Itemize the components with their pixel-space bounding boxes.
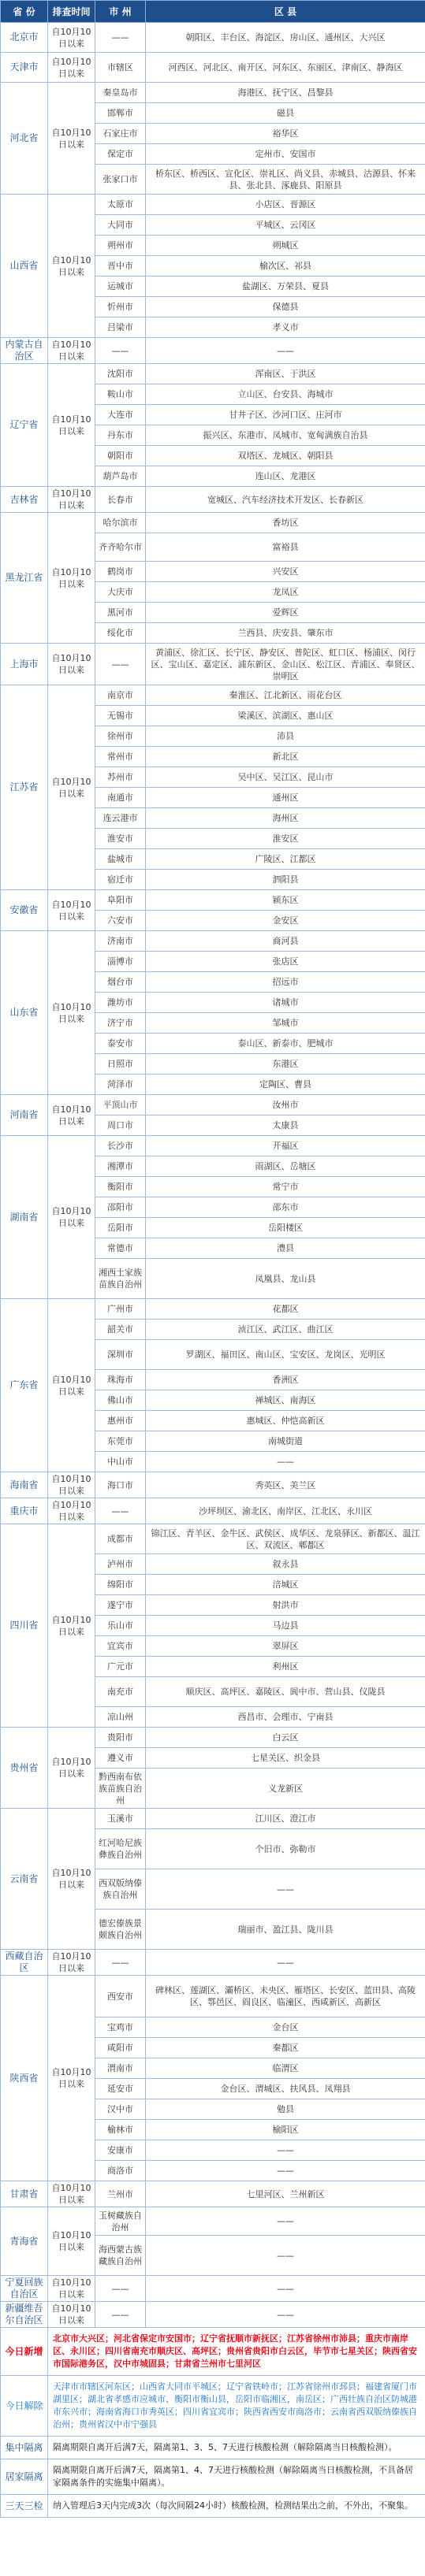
district-cell: 泗阳县	[146, 870, 425, 890]
province-cell: 西藏自治区	[1, 1950, 48, 1976]
district-cell: 勉县	[146, 2099, 425, 2120]
time-cell: 自10月10日以来	[48, 1299, 95, 1472]
table-row	[1, 1095, 425, 1115]
city-cell: 岳阳市	[95, 1218, 146, 1238]
city-cell: 深圳市	[95, 1340, 146, 1370]
district-cell: 淮安区	[146, 829, 425, 849]
district-cell: 沙坪坝区、渝北区、南岸区、江北区、永川区	[146, 1498, 425, 1524]
note-label: 集中隔离	[1, 2437, 48, 2459]
table-row	[1, 364, 425, 384]
district-cell: 龙凤区	[146, 582, 425, 603]
province-cell: 海南省	[1, 1472, 48, 1498]
table-row	[1, 2207, 425, 2236]
table-body	[1, 23, 425, 2518]
district-cell: 瑞丽市、盈江县、陇川县	[146, 1910, 425, 1950]
district-cell: 兰西县、庆安县、肇东市	[146, 623, 425, 644]
district-cell: 马边县	[146, 1616, 425, 1636]
table-row	[1, 1950, 425, 1976]
city-cell: 邯郸市	[95, 103, 146, 124]
city-cell: 延安市	[95, 2079, 146, 2099]
table-row	[1, 1136, 425, 1156]
city-cell: 烟台市	[95, 972, 146, 993]
district-cell: 盐湖区、万荣县、夏县	[146, 277, 425, 297]
district-cell: 利州区	[146, 1657, 425, 1677]
province-cell: 河北省	[1, 83, 48, 195]
city-cell: 西双版纳傣族自治州	[95, 1869, 146, 1910]
city-cell: 张家口市	[95, 165, 146, 195]
time-cell: 自10月10日以来	[48, 1524, 95, 1728]
district-cell: 裕华区	[146, 124, 425, 144]
district-cell: ——	[146, 2236, 425, 2276]
note-row	[1, 2376, 425, 2437]
city-cell: 石家庄市	[95, 124, 146, 144]
city-cell: 海西蒙古族藏族自治州	[95, 2236, 146, 2276]
province-cell: 山西省	[1, 195, 48, 338]
time-cell: 自10月10日以来	[48, 1728, 95, 1809]
district-cell: 个旧市、弥勒市	[146, 1829, 425, 1869]
district-cell: 河西区、河北区、南开区、河东区、东丽区、津南区、静海区	[146, 53, 425, 83]
district-cell: 秦都区	[146, 2038, 425, 2058]
province-cell: 吉林省	[1, 487, 48, 513]
city-cell: 鞍山市	[95, 384, 146, 405]
time-cell: 自10月10日以来	[48, 685, 95, 890]
district-cell: 花都区	[146, 1299, 425, 1320]
time-cell: 自10月10日以来	[48, 338, 95, 364]
district-cell: 浑南区、于洪区	[146, 364, 425, 384]
time-cell: 自10月10日以来	[48, 644, 95, 685]
district-cell: 甘井子区、沙河口区、庄河市	[146, 405, 425, 425]
city-cell: 咸阳市	[95, 2038, 146, 2058]
district-cell: 招远市	[146, 972, 425, 993]
table-row	[1, 2181, 425, 2207]
note-label: 三天三检	[1, 2495, 48, 2518]
district-cell: 开福区	[146, 1136, 425, 1156]
district-cell: 雨湖区、岳塘区	[146, 1156, 425, 1177]
district-cell: 惠城区、仲恺高新区	[146, 1411, 425, 1431]
district-cell: ——	[146, 338, 425, 364]
district-cell: 秀英区、美兰区	[146, 1472, 425, 1498]
province-cell: 广东省	[1, 1299, 48, 1472]
time-cell: 自10月10日以来	[48, 487, 95, 513]
district-cell: 榆阳区	[146, 2120, 425, 2140]
city-cell: 鹤岗市	[95, 562, 146, 582]
city-cell: 遂宁市	[95, 1595, 146, 1616]
district-cell: 黄浦区、徐汇区、长宁区、静安区、普陀区、虹口区、杨浦区、闵行区、宝山区、嘉定区、浦东新区、金山区、松江区、青浦区、奉贤区、崇明区	[146, 644, 425, 685]
province-cell: 北京市	[1, 23, 48, 53]
city-cell: 阜阳市	[95, 890, 146, 911]
district-cell: 吴中区、吴江区、昆山市	[146, 767, 425, 788]
city-cell: 凉山州	[95, 1707, 146, 1728]
district-cell: 香坊区	[146, 513, 425, 533]
time-cell: 自10月10日以来	[48, 2276, 95, 2302]
city-cell: 成都市	[95, 1524, 146, 1554]
district-cell: 邹城市	[146, 1013, 425, 1034]
city-cell: 长沙市	[95, 1136, 146, 1156]
city-cell: 连云港市	[95, 808, 146, 829]
province-cell: 山东省	[1, 931, 48, 1095]
province-cell: 四川省	[1, 1524, 48, 1728]
time-cell: 自10月10日以来	[48, 513, 95, 644]
city-cell: ——	[95, 2276, 146, 2302]
table-row	[1, 195, 425, 215]
note-row	[1, 2459, 425, 2495]
province-cell: 辽宁省	[1, 364, 48, 487]
table-row	[1, 1809, 425, 1829]
city-cell: ——	[95, 1498, 146, 1524]
district-cell: 汝州市	[146, 1095, 425, 1115]
city-cell: 菏泽市	[95, 1075, 146, 1095]
city-cell: 太原市	[95, 195, 146, 215]
district-cell: 江川区、澄江市	[146, 1809, 425, 1829]
district-cell: 金台区	[146, 2017, 425, 2038]
table-row	[1, 1728, 425, 1748]
district-cell: 平城区、云冈区	[146, 215, 425, 236]
time-cell: 自10月10日以来	[48, 890, 95, 931]
city-cell: 玉树藏族自治州	[95, 2207, 146, 2236]
table-row	[1, 1524, 425, 1554]
city-cell: 沈阳市	[95, 364, 146, 384]
district-cell: 射洪市	[146, 1595, 425, 1616]
city-cell: 泸州市	[95, 1554, 146, 1575]
province-cell: 安徽省	[1, 890, 48, 931]
city-cell: 盐城市	[95, 849, 146, 870]
district-cell: 南城街道	[146, 1431, 425, 1452]
district-cell: ——	[146, 2140, 425, 2161]
table-row	[1, 83, 425, 103]
city-cell: 潍坊市	[95, 993, 146, 1013]
district-cell: 孝义市	[146, 317, 425, 338]
city-cell: 市辖区	[95, 53, 146, 83]
note-label: 今日新增	[1, 2328, 48, 2376]
district-cell: 邵东市	[146, 1197, 425, 1218]
province-cell: 贵州省	[1, 1728, 48, 1809]
table-row	[1, 2276, 425, 2302]
table-row	[1, 1299, 425, 1320]
district-cell: 海州区	[146, 808, 425, 829]
note-text: 隔离期限自离开后满7天，隔离第1、4、7天进行核酸检测（解除隔离当日核酸检测，不具备居家隔离条件的实施集中隔离）。	[48, 2459, 425, 2495]
table-row	[1, 1498, 425, 1524]
time-cell: 自10月10日以来	[48, 195, 95, 338]
time-cell: 自10月10日以来	[48, 2302, 95, 2328]
city-cell: 朔州市	[95, 236, 146, 256]
province-cell: 陕西省	[1, 1976, 48, 2181]
city-cell: 朝阳市	[95, 446, 146, 466]
note-row	[1, 2437, 425, 2459]
district-cell: 岳阳楼区	[146, 1218, 425, 1238]
district-cell: 七里河区、兰州新区	[146, 2181, 425, 2207]
city-cell: 东莞市	[95, 1431, 146, 1452]
province-cell: 江苏省	[1, 685, 48, 890]
city-cell: 济宁市	[95, 1013, 146, 1034]
province-cell: 宁夏回族自治区	[1, 2276, 48, 2302]
city-cell: 宿迁市	[95, 870, 146, 890]
province-cell: 甘肃省	[1, 2181, 48, 2207]
time-cell: 自10月10日以来	[48, 1095, 95, 1136]
city-cell: 商洛市	[95, 2161, 146, 2181]
city-cell: ——	[95, 2302, 146, 2328]
table-row	[1, 53, 425, 83]
city-cell: 保定市	[95, 144, 146, 165]
city-cell: 渭南市	[95, 2058, 146, 2079]
city-cell: 绵阳市	[95, 1575, 146, 1595]
note-text: 纳入管理后3天内完成3次（每次间隔24小时）核酸检测，检测结果出之前，不外出，不聚集。	[48, 2495, 425, 2518]
district-cell: 朔城区	[146, 236, 425, 256]
district-cell: ——	[146, 2161, 425, 2181]
table-row	[1, 644, 425, 685]
table-row	[1, 1472, 425, 1498]
city-cell: 南京市	[95, 685, 146, 706]
district-cell: 小店区、晋源区	[146, 195, 425, 215]
district-cell: 梁溪区、滨湖区、惠山区	[146, 706, 425, 726]
city-cell: ——	[95, 644, 146, 685]
province-cell: 重庆市	[1, 1498, 48, 1524]
district-cell: ——	[146, 1869, 425, 1910]
district-cell: 沛县	[146, 726, 425, 747]
district-cell: 新北区	[146, 747, 425, 767]
city-cell: 日照市	[95, 1054, 146, 1075]
district-cell: 白云区	[146, 1728, 425, 1748]
city-cell: 丹东市	[95, 425, 146, 446]
district-cell: 罗湖区、福田区、南山区、宝安区、龙岗区、光明区	[146, 1340, 425, 1370]
city-cell: 中山市	[95, 1452, 146, 1472]
city-cell: 济南市	[95, 931, 146, 952]
header-province: 省 份	[1, 1, 48, 23]
city-cell: 淮安市	[95, 829, 146, 849]
city-cell: 苏州市	[95, 767, 146, 788]
header-time: 排查时间	[48, 1, 95, 23]
city-cell: 南充市	[95, 1677, 146, 1707]
province-cell: 内蒙古自治区	[1, 338, 48, 364]
city-cell: 湘潭市	[95, 1156, 146, 1177]
city-cell: 宝鸡市	[95, 2017, 146, 2038]
city-cell: 葫芦岛市	[95, 466, 146, 487]
province-cell: 新疆维吾尔自治区	[1, 2302, 48, 2328]
district-cell: 临渭区	[146, 2058, 425, 2079]
district-cell: 桥东区、桥西区、宣化区、崇礼区、尚义县、赤城县、沽源县、怀来县、张北县、涿鹿县、阳原县	[146, 165, 425, 195]
district-cell: ——	[146, 1452, 425, 1472]
city-cell: 黔西南布依族苗族自治州	[95, 1769, 146, 1809]
city-cell: 德宏傣族景颇族自治州	[95, 1910, 146, 1950]
time-cell: 自10月10日以来	[48, 931, 95, 1095]
district-cell: 宽城区、汽车经济技术开发区、长春新区	[146, 487, 425, 513]
city-cell: 汉中市	[95, 2099, 146, 2120]
city-cell: 广州市	[95, 1299, 146, 1320]
note-row	[1, 2328, 425, 2376]
city-cell: 周口市	[95, 1115, 146, 1136]
city-cell: 秦皇岛市	[95, 83, 146, 103]
district-cell: 兴安区	[146, 562, 425, 582]
district-cell: ——	[146, 2302, 425, 2328]
district-cell: 义龙新区	[146, 1769, 425, 1809]
time-cell: 自10月10日以来	[48, 2181, 95, 2207]
district-cell: ——	[146, 2207, 425, 2236]
city-cell: 黑河市	[95, 603, 146, 623]
city-cell: 贵阳市	[95, 1728, 146, 1748]
city-cell: 泰安市	[95, 1034, 146, 1054]
district-cell: 张店区	[146, 952, 425, 972]
district-cell: 定陶区、曹县	[146, 1075, 425, 1095]
city-cell: 遵义市	[95, 1748, 146, 1769]
province-cell: 上海市	[1, 644, 48, 685]
province-cell: 湖南省	[1, 1136, 48, 1299]
district-cell: 金安区	[146, 911, 425, 931]
city-cell: 榆林市	[95, 2120, 146, 2140]
city-cell: 海口市	[95, 1472, 146, 1498]
district-cell: 商河县	[146, 931, 425, 952]
city-cell: 淄博市	[95, 952, 146, 972]
district-cell: 海港区、抚宁区、昌黎县	[146, 83, 425, 103]
city-cell: 邵阳市	[95, 1197, 146, 1218]
time-cell: 自10月10日以来	[48, 23, 95, 53]
city-cell: ——	[95, 23, 146, 53]
city-cell: 珠海市	[95, 1370, 146, 1390]
city-cell: 南通市	[95, 788, 146, 808]
table-row	[1, 513, 425, 533]
note-text: 天津市市辖区河东区；山西省大同市平城区；辽宁省铁岭市；江苏省徐州市邳县；福建省厦门市湖里区；湖北省孝感市应城市、衡阳市衡山县，岳阳市临湘区，南岳区；广西壮族自治区防城港市东兴市；海南省海口市秀英区；四川省宜宾市；陕西省西安市商洛市；云南省西双版纳傣族自治州；贵州省汉中市宁强县	[48, 2376, 425, 2437]
city-cell: 长春市	[95, 487, 146, 513]
city-cell: 大同市	[95, 215, 146, 236]
note-label: 居家隔离	[1, 2459, 48, 2495]
note-text: 北京市大兴区；河北省保定市安国市；辽宁省抚顺市新抚区；江苏省徐州市沛县；重庆市南岸区、永川区；四川省南充市顺庆区、高坪区；贵州省贵阳市白云区，毕节市七星关区；陕西省安市国际港务区，汉中市城固县；甘肃省兰州市七里河区	[48, 2328, 425, 2376]
city-cell: 运城市	[95, 277, 146, 297]
table-row	[1, 1976, 425, 2017]
city-cell: 湘西土家族苗族自治州	[95, 1259, 146, 1299]
time-cell: 自10月10日以来	[48, 1136, 95, 1299]
city-cell: 大庆市	[95, 582, 146, 603]
city-cell: 衡阳市	[95, 1177, 146, 1197]
district-cell: 金台区、渭城区、扶风县、凤翔县	[146, 2079, 425, 2099]
table-row	[1, 931, 425, 952]
city-cell: 绥化市	[95, 623, 146, 644]
district-cell: 连山区、龙港区	[146, 466, 425, 487]
city-cell: 哈尔滨市	[95, 513, 146, 533]
city-cell: 齐齐哈尔市	[95, 533, 146, 562]
district-cell: 磁县	[146, 103, 425, 124]
district-cell: 西昌市、会理市、宁南县	[146, 1707, 425, 1728]
city-cell: 宜宾市	[95, 1636, 146, 1657]
city-cell: 玉溪市	[95, 1809, 146, 1829]
table-row	[1, 685, 425, 706]
table-row	[1, 23, 425, 53]
district-cell: 秦淮区、江北新区、雨花台区	[146, 685, 425, 706]
time-cell: 自10月10日以来	[48, 83, 95, 195]
district-cell: ——	[146, 2276, 425, 2302]
district-cell: 双塔区、龙城区、朝阳县	[146, 446, 425, 466]
city-cell: 广元市	[95, 1657, 146, 1677]
district-cell: 立山区、台安县、海城市	[146, 384, 425, 405]
district-cell: ——	[146, 1950, 425, 1976]
province-cell: 黑龙江省	[1, 513, 48, 644]
city-cell: 安康市	[95, 2140, 146, 2161]
district-cell: 颍东区	[146, 890, 425, 911]
city-cell: 兰州市	[95, 2181, 146, 2207]
time-cell: 自10月10日以来	[48, 2207, 95, 2276]
time-cell: 自10月10日以来	[48, 1809, 95, 1950]
city-cell: ——	[95, 338, 146, 364]
table-row	[1, 338, 425, 364]
city-cell: 无锡市	[95, 706, 146, 726]
table-row	[1, 2302, 425, 2328]
district-cell: 禅城区、南海区	[146, 1390, 425, 1411]
time-cell: 自10月10日以来	[48, 1472, 95, 1498]
city-cell: ——	[95, 1950, 146, 1976]
time-cell: 自10月10日以来	[48, 1950, 95, 1976]
province-cell: 天津市	[1, 53, 48, 83]
district-cell: 碑林区、莲湖区、灞桥区、未央区、雁塔区、长安区、蓝田县、高陵区、鄠邑区、阎良区、临潼区、西咸新区、高新区	[146, 1976, 425, 2017]
district-cell: 七星关区、织金县	[146, 1748, 425, 1769]
district-cell: 广陵区、江都区	[146, 849, 425, 870]
district-cell: 锦江区、青羊区、金牛区、武侯区、成华区、龙泉驿区、新都区、温江区、双流区、郫都区	[146, 1524, 425, 1554]
district-cell: 振兴区、东港市、凤城市、宽甸满族自治县	[146, 425, 425, 446]
district-cell: 诸城市	[146, 993, 425, 1013]
district-cell: 顺庆区、高坪区、嘉陵区、阆中市、营山县、仪陇县	[146, 1677, 425, 1707]
city-cell: 徐州市	[95, 726, 146, 747]
city-cell: 韶关市	[95, 1320, 146, 1340]
time-cell: 自10月10日以来	[48, 53, 95, 83]
city-cell: 六安市	[95, 911, 146, 931]
district-cell: 朝阳区、丰台区、海淀区、房山区、通州区、大兴区	[146, 23, 425, 53]
province-cell: 青海省	[1, 2207, 48, 2276]
note-label: 今日解除	[1, 2376, 48, 2437]
district-cell: 翠屏区	[146, 1636, 425, 1657]
district-cell: 榆次区、祁县	[146, 256, 425, 277]
district-cell: 富裕县	[146, 533, 425, 562]
note-row	[1, 2495, 425, 2518]
table-row	[1, 890, 425, 911]
time-cell: 自10月10日以来	[48, 364, 95, 487]
city-cell: 忻州市	[95, 297, 146, 317]
header-district: 区 县	[146, 1, 425, 23]
city-cell: 常州市	[95, 747, 146, 767]
time-cell: 自10月10日以来	[48, 1498, 95, 1524]
city-cell: 大连市	[95, 405, 146, 425]
province-cell: 河南省	[1, 1095, 48, 1136]
district-cell: 通州区	[146, 788, 425, 808]
district-cell: 东港区	[146, 1054, 425, 1075]
district-cell: 叙永县	[146, 1554, 425, 1575]
district-cell: 爱辉区	[146, 603, 425, 623]
district-cell: 泰山区、新泰市、肥城市	[146, 1034, 425, 1054]
district-cell: 定州市、安国市	[146, 144, 425, 165]
district-cell: 香洲区	[146, 1370, 425, 1390]
province-cell: 云南省	[1, 1809, 48, 1950]
city-cell: 平顶山市	[95, 1095, 146, 1115]
header-city: 市 州	[95, 1, 146, 23]
district-cell: 涪城区	[146, 1575, 425, 1595]
city-cell: 红河哈尼族彝族自治州	[95, 1829, 146, 1869]
city-cell: 西安市	[95, 1976, 146, 2017]
district-cell: 浈江区、武江区、曲江区	[146, 1320, 425, 1340]
city-cell: 晋中市	[95, 256, 146, 277]
district-cell: 太康县	[146, 1115, 425, 1136]
time-cell: 自10月10日以来	[48, 1976, 95, 2181]
note-text: 隔离期限自离开后满7天，隔离第1、3、5、7天进行核酸检测（解除隔离当日核酸检测）。	[48, 2437, 425, 2459]
table-row	[1, 487, 425, 513]
district-cell: 常宁市	[146, 1177, 425, 1197]
table-header-row	[1, 1, 425, 23]
district-cell: 凤凰县、龙山县	[146, 1259, 425, 1299]
city-cell: 吕梁市	[95, 317, 146, 338]
city-cell: 惠州市	[95, 1411, 146, 1431]
city-cell: 佛山市	[95, 1390, 146, 1411]
city-cell: 常德市	[95, 1238, 146, 1259]
district-cell: 澧县	[146, 1238, 425, 1259]
city-cell: 乐山市	[95, 1616, 146, 1636]
district-cell: 保德县	[146, 297, 425, 317]
